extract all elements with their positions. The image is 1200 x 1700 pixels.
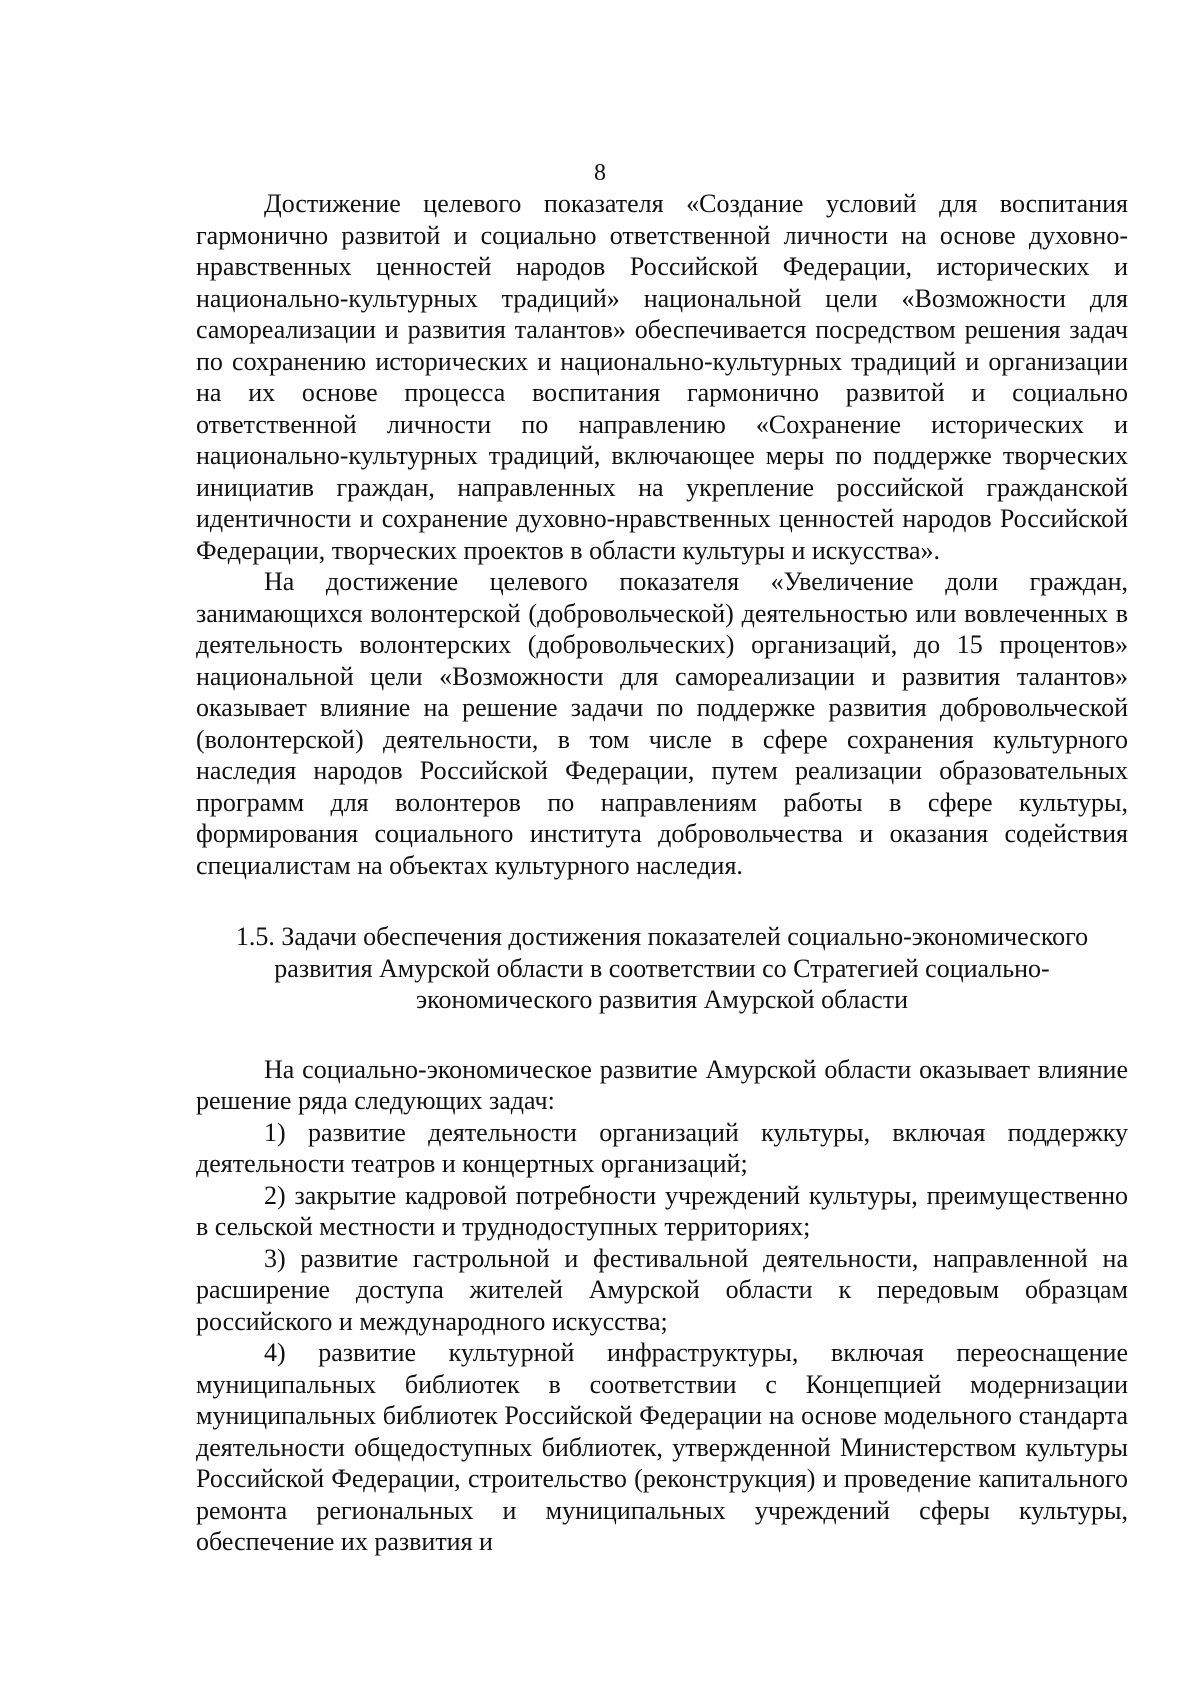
list-item-task-3: 3) развитие гастрольной и фестивальной деятельности, направленной на расширение доступа жителей Амурской области к передовым образцам российского и международного искусства; xyxy=(196,1243,1128,1336)
list-item-task-4: 4) развитие культурной инфраструктуры, включая переоснащение муниципальных библиотек в соответствии с Концепцией модернизации муниципальных библиотек Российской Федерации на основе модельного стандарта деятельности общедоступных библиотек, утвержденной Министерством культуры Российской Федерации, строительство (реконструкция) и проведение капитального ремонта региональных и муниципальных учреждений сферы культуры, обеспечение их развития и xyxy=(196,1338,1128,1556)
paragraph-target-indicator-patriotic: Достижение целевого показателя «Создание условий для воспитания гармонично развитой и социально ответственной личности на основе духовно-нравственных ценностей народов Российской Федерации, исторических и национально-культурных традиций» национальной цели «Возможности для самореализации и развития талантов» обеспечивается посредством решения задач по сохранению исторических и национально-культурных традиций и организации на их основе процесса воспитания гармонично развитой и социально ответственной личности по направлению «Сохранение исторических и национально-культурных традиций, включающее меры по поддержке творческих инициатив граждан, направленных на укрепление российской гражданской идентичности и сохранение духовно-нравственных ценностей народов Российской Федерации, творческих проектов в области культуры и искусства». xyxy=(196,189,1128,565)
document-body xyxy=(196,188,1128,1558)
paragraph-target-indicator-volunteers: На достижение целевого показателя «Увеличение доли граждан, занимающихся волонтерской (добровольческой) деятельностью или вовлеченных в деятельность волонтерских (добровольческих) организаций, до 15 процентов» национальной цели «Возможности для самореализации и развития талантов» оказывает влияние на решение задачи по поддержке развития добровольческой (волонтерской) деятельности, в том числе в сфере сохранения культурного наследия народов Российской Федерации, путем реализации образовательных программ для волонтеров по направлениям работы в сфере культуры, формирования социального института добровольчества и оказания содействия специалистам на объектах культурного наследия. xyxy=(196,567,1128,880)
section-heading-1-5: 1.5. Задачи обеспечения достижения показателей социально-экономического развития Амурской области в соответствии со Стратегией социально-экономического развития Амурской области xyxy=(235,922,1089,1014)
paragraph-tasks-intro: На социально-экономическое развитие Амурской области оказывает влияние решение ряда следующих задач: xyxy=(196,1054,1128,1115)
page-number: 8 xyxy=(594,160,606,186)
list-item-task-2: 2) закрытие кадровой потребности учреждений культуры, преимущественно в сельской местности и труднодоступных территориях; xyxy=(196,1180,1128,1241)
list-item-task-1: 1) развитие деятельности организаций культуры, включая поддержку деятельности театров и концертных организаций; xyxy=(196,1117,1128,1178)
